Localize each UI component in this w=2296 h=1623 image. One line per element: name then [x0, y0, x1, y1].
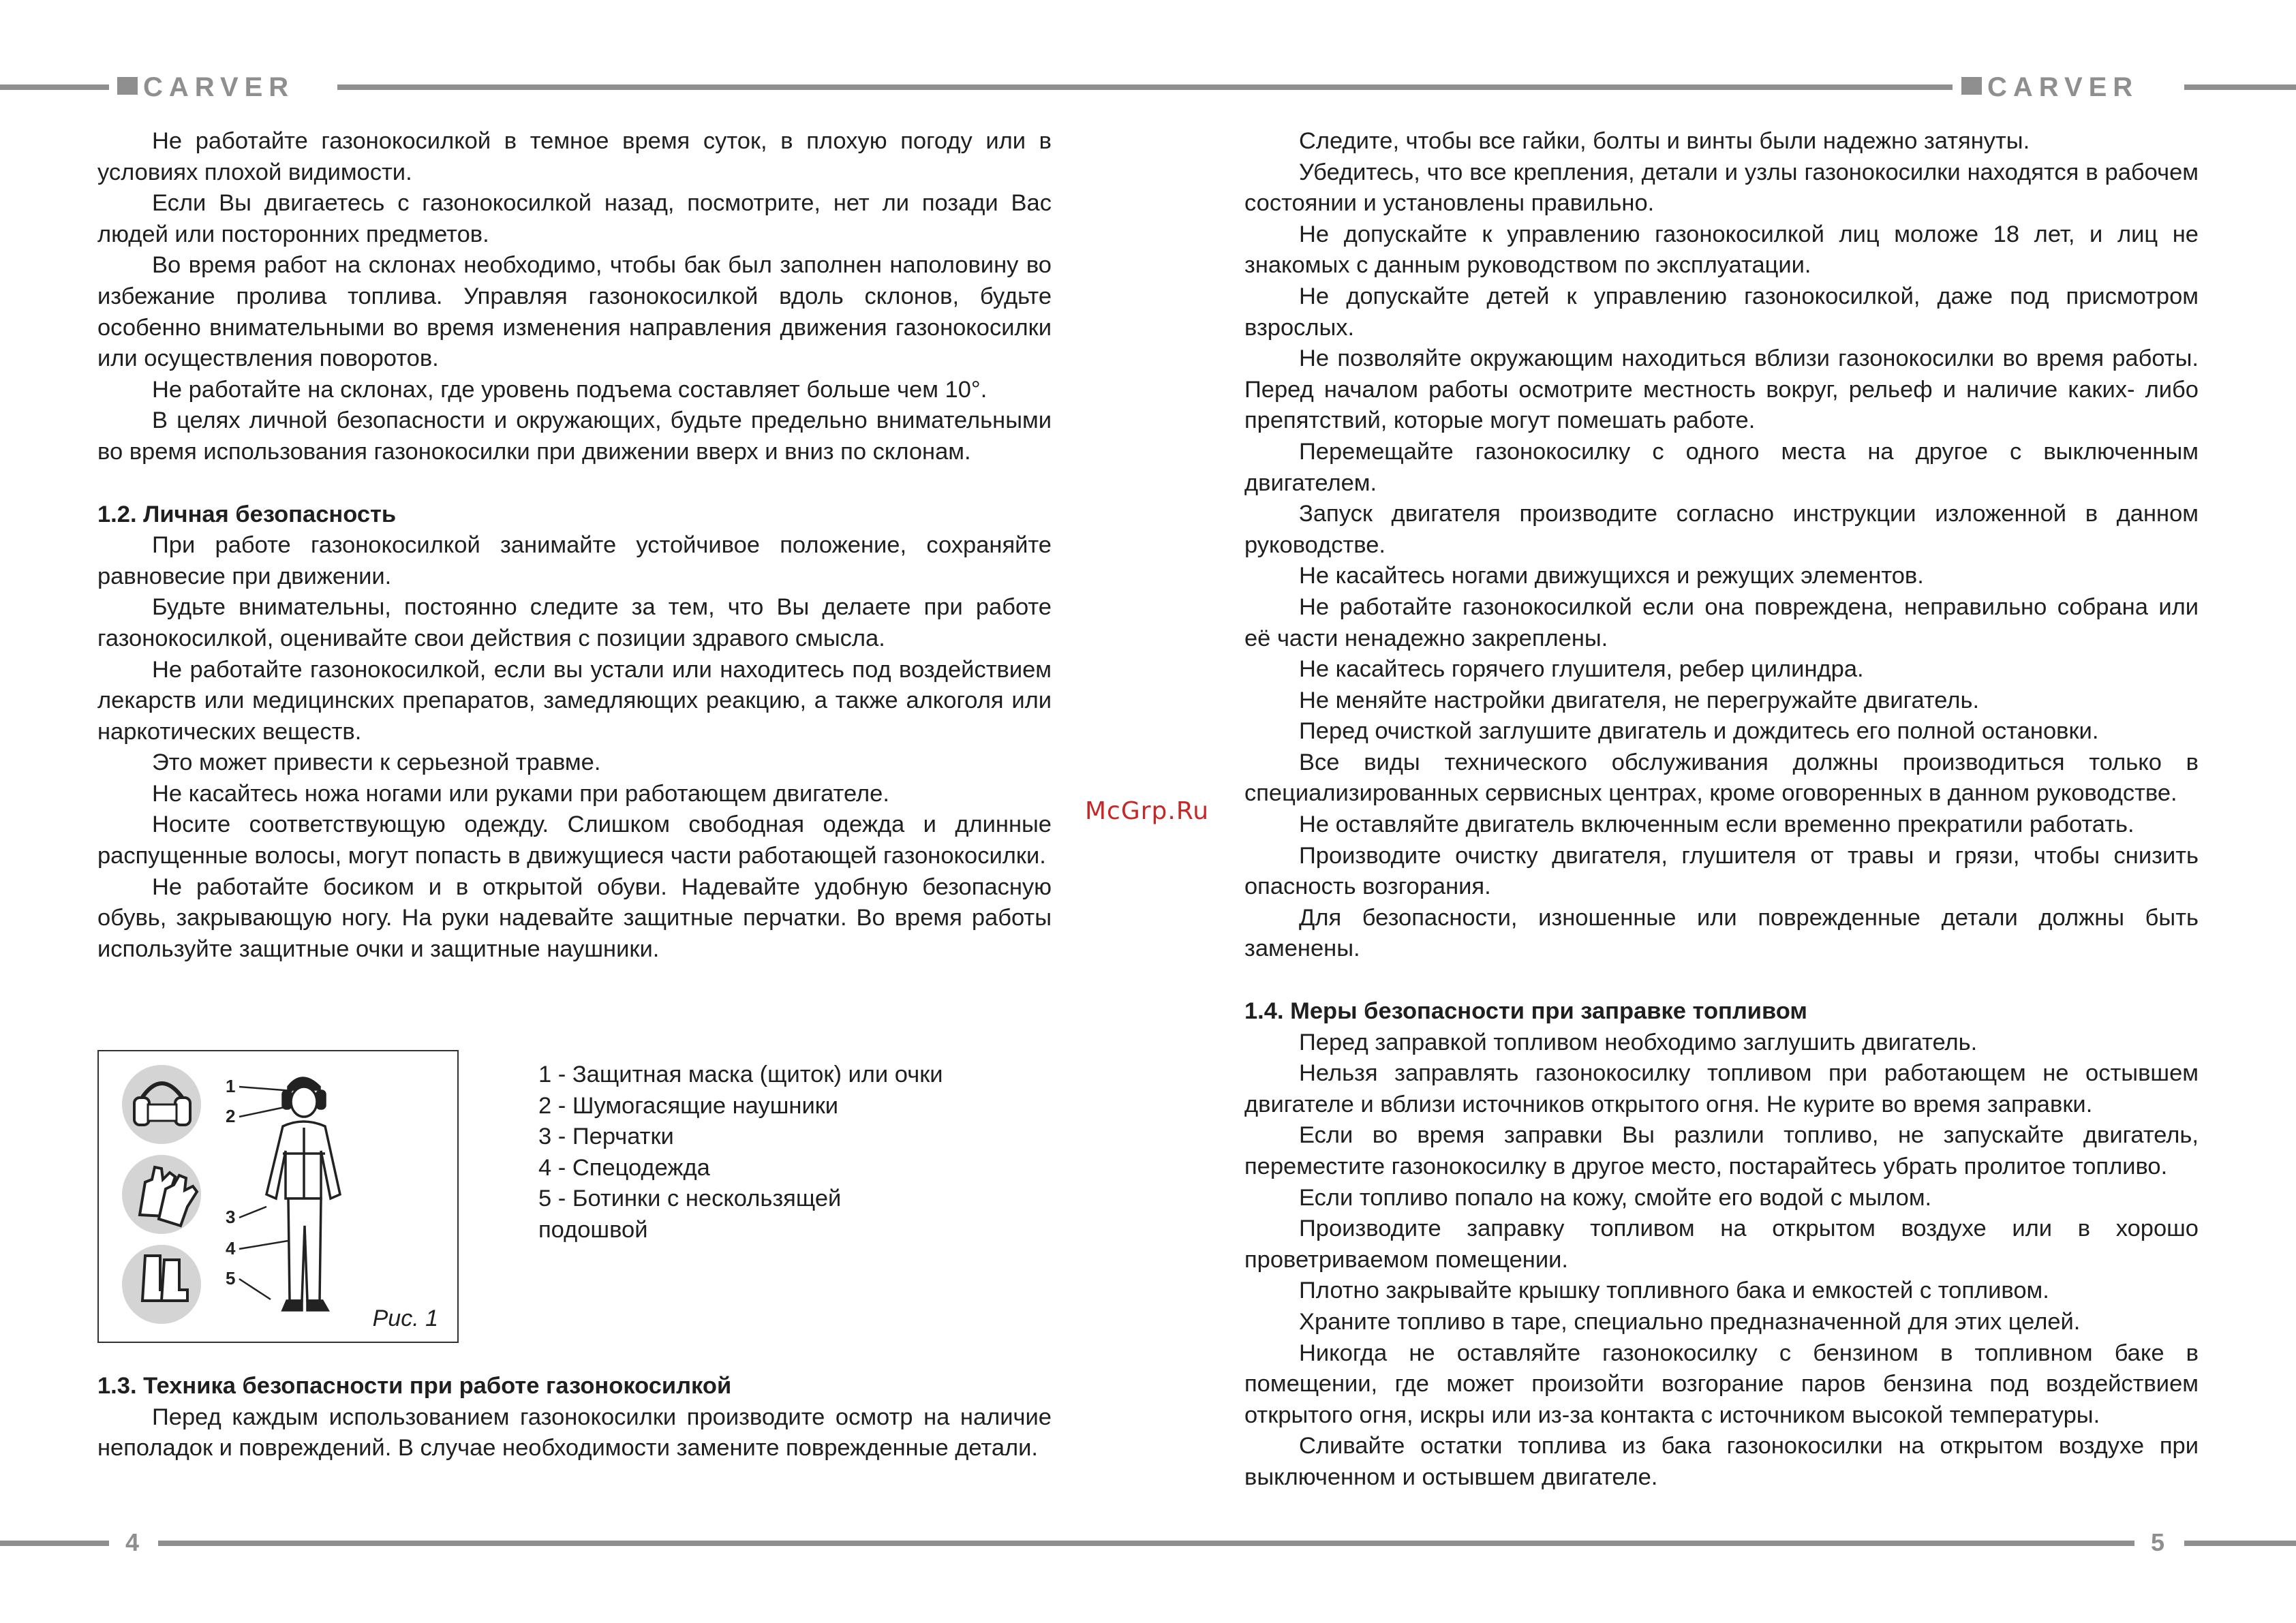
paragraph: Это может привести к серьезной травме.	[152, 749, 601, 776]
paragraph: Не меняйте настройки двигателя, не перегружайте двигатель.	[1299, 687, 1980, 713]
paragraph: Если топливо попало на кожу, смойте его водой с мылом.	[1299, 1184, 1932, 1211]
boots-icon	[122, 1245, 201, 1324]
paragraph: Все виды технического обслуживания должны производиться только в специализированных сервисных центрах, кроме оговоренных в данном руководстве.	[1244, 749, 2199, 807]
paragraph: Храните топливо в таре, специально предназначенной для этих целей.	[1299, 1308, 2081, 1335]
brand-text: CARVER	[143, 72, 295, 102]
legend-item: 3 - Перчатки	[538, 1124, 674, 1150]
gloves-icon	[122, 1155, 201, 1234]
paragraph: Если Вы двигаетесь с газонокосилкой назад, посмотрите, нет ли позади Вас людей или посторонних предметов.	[97, 190, 1052, 247]
paragraph: Будьте внимательны, постоянно следите за тем, что Вы делаете при работе газонокосилкой, оценивайте свои действия с позиции здравого смысла.	[97, 594, 1052, 651]
footer-rule-left	[0, 1541, 109, 1546]
left-page-column	[97, 126, 1052, 965]
brand-logo-left	[117, 74, 294, 101]
header-rule-right	[2184, 84, 2296, 90]
callout-5: 5	[226, 1268, 236, 1288]
paragraph: Производите очистку двигателя, глушителя от травы и грязи, чтобы снизить опасность возгорания.	[1244, 842, 2199, 900]
section-heading-1-3: 1.3. Техника безопасности при работе газонокосилкой	[97, 1373, 732, 1399]
paragraph: В целях личной безопасности и окружающих, будьте предельно внимательными во время использования газонокосилки при движении вверх и вниз по склонам.	[97, 407, 1052, 465]
paragraph: Перед очисткой заглушите двигатель и дождитесь его полной остановки.	[1299, 718, 2099, 745]
footer-rule-right	[2184, 1541, 2296, 1546]
paragraph: При работе газонокосилкой занимайте устойчивое положение, сохраняйте равновесие при движении.	[97, 532, 1052, 589]
figure-legend	[538, 1060, 1015, 1246]
legend-item: 5 - Ботинки с нескользящей	[538, 1186, 842, 1212]
section-heading-1-2: 1.2. Личная безопасность	[97, 501, 397, 527]
paragraph: Запуск двигателя производите согласно инструкции изложенной в данном руководстве.	[1244, 501, 2199, 558]
paragraph: Перемещайте газонокосилку с одного места на другое с выключенным двигателем.	[1244, 438, 2199, 496]
figure-1-protective-equipment	[97, 1050, 459, 1343]
paragraph: Не работайте на склонах, где уровень подъема составляет больше чем 10°.	[152, 376, 988, 403]
legend-item: 2 - Шумогасящие наушники	[538, 1092, 839, 1119]
legend-item: 4 - Спецодежда	[538, 1154, 710, 1181]
paragraph: Если во время заправки Вы разлили топливо, не запускайте двигатель, переместите газонокосилку в другое место, постарайтесь убрать пролитое топливо.	[1244, 1122, 2199, 1179]
page-number-right: 5	[2151, 1528, 2165, 1556]
page-number-left: 4	[125, 1528, 140, 1556]
paragraph: Для безопасности, изношенные или поврежденные детали должны быть заменены.	[1244, 904, 2199, 962]
right-page-column	[1244, 126, 2199, 1494]
section-1-3	[97, 1371, 1052, 1464]
paragraph: Не оставляйте двигатель включенным если временно прекратили работать.	[1299, 812, 2134, 838]
paragraph: Сливайте остатки топлива из бака газонокосилки на открытом воздухе при выключенном и остывшем двигателе.	[1244, 1433, 2199, 1490]
paragraph: Нельзя заправлять газонокосилку топливом при работающем не остывшем двигателе и вблизи источников открытого огня. Не курите во время заправки.	[1244, 1060, 2199, 1117]
paragraph: Производите заправку топливом на открытом воздухе или в хорошо проветриваемом помещении.	[1244, 1216, 2199, 1273]
brand-mark-icon	[1961, 77, 1982, 95]
legend-item: подошвой	[538, 1216, 648, 1243]
paragraph: Носите соответствующую одежду. Слишком свободная одежда и длинные распущенные волосы, могут попасть в движущиеся части работающей газонокосилки.	[97, 812, 1052, 869]
legend-item: 1 - Защитная маска (щиток) или очки	[538, 1062, 943, 1087]
paragraph: Перед заправкой топливом необходимо заглушить двигатель.	[1299, 1029, 1978, 1055]
paragraph: Не касайтесь горячего глушителя, ребер цилиндра.	[1299, 656, 1864, 683]
brand-mark-icon	[117, 77, 138, 95]
paragraph: Не работайте газонокосилкой если она повреждена, неправильно собрана или её части ненадежно закреплены.	[1244, 593, 2199, 651]
section-heading-1-4: 1.4. Меры безопасности при заправке топливом	[1244, 998, 1807, 1025]
brand-text: CARVER	[1987, 72, 2139, 102]
paragraph: Не работайте газонокосилкой, если вы устали или находитесь под воздействием лекарств или медицинских препаратов, замедляющих реакцию, а также алкоголя или наркотических веществ.	[97, 656, 1052, 745]
paragraph: Не допускайте детей к управлению газонокосилкой, даже под присмотром взрослых.	[1244, 283, 2199, 341]
callout-2: 2	[226, 1106, 236, 1126]
footer-rule-center	[158, 1541, 2134, 1546]
paragraph: Убедитесь, что все крепления, детали и узлы газонокосилки находятся в рабочем состоянии и установлены правильно.	[1244, 159, 2199, 217]
paragraph: Следите, чтобы все гайки, болты и винты были надежно затянуты.	[1299, 128, 2030, 154]
paragraph: Перед каждым использованием газонокосилки производите осмотр на наличие неполадок и повреждений. В случае необходимости замените поврежденные детали.	[97, 1404, 1052, 1462]
callout-1: 1	[226, 1076, 236, 1096]
paragraph: Не работайте газонокосилкой в темное время суток, в плохую погоду или в условиях плохой видимости.	[97, 128, 1052, 185]
figure-illustration	[99, 1051, 457, 1342]
paragraph: Никогда не оставляйте газонокосилку с бензином в топливном баке в помещении, где может произойти возгорание паров бензина под воздействием открытого огня, искры или из-за контакта с источником высокой температуры.	[1244, 1340, 2199, 1428]
paragraph: Плотно закрывайте крышку топливного бака и емкостей с топливом.	[1299, 1278, 2049, 1304]
callout-3: 3	[226, 1207, 236, 1227]
paragraph: Не касайтесь ногами движущихся и режущих элементов.	[1299, 563, 1924, 589]
brand-logo-right	[1961, 74, 2139, 101]
watermark: McGrp.Ru	[1085, 797, 1210, 825]
paragraph: Не допускайте к управлению газонокосилкой лиц моложе 18 лет, и лиц не знакомых с данным руководством по эксплуатации.	[1244, 221, 2199, 279]
worker-figure	[266, 1078, 340, 1310]
paragraph: Не позволяйте окружающим находиться вблизи газонокосилки во время работы. Перед началом работы осмотрите местность вокруг, рельеф и наличие каких- либо препятствий, которые могут помешать работе.	[1244, 345, 2199, 434]
header-rule-center	[337, 84, 1953, 90]
earmuffs-icon	[122, 1065, 201, 1144]
callout-4: 4	[226, 1238, 236, 1258]
figure-caption: Рис. 1	[372, 1305, 438, 1331]
header-rule-left	[0, 84, 109, 90]
paragraph: Не касайтесь ножа ногами или руками при работающем двигателе.	[152, 780, 889, 807]
paragraph: Во время работ на склонах необходимо, чтобы бак был заполнен наполовину во избежание пролива топлива. Управляя газонокосилкой вдоль склонов, будьте особенно внимательными во время изменения направления движения газонокосилки или осуществления поворотов.	[97, 252, 1052, 372]
paragraph: Не работайте босиком и в открытой обуви. Надевайте удобную безопасную обувь, закрывающую ногу. На руки надевайте защитные перчатки. Во время работы используйте защитные очки и защитные наушники.	[97, 874, 1052, 962]
